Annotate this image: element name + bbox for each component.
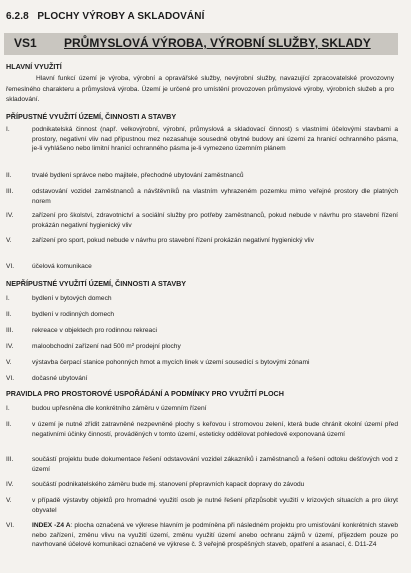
zone-title: PRŮMYSLOVÁ VÝROBA, VÝROBNÍ SLUŽBY, SKLADY xyxy=(64,36,371,50)
zone-code: VS1 xyxy=(14,36,37,50)
section-heading xyxy=(6,11,204,22)
section-title: PLOCHY VÝROBY A SKLADOVÁNÍ xyxy=(37,11,205,22)
forbidden-heading: NEPŘÍPUSTNÉ VYUŽITÍ ÚZEMÍ, ČINNOSTI A STAVBY xyxy=(6,279,187,288)
index-label: INDEX -Z4 A xyxy=(32,522,71,529)
document-page: 6.2.8 PLOCHY VÝROBY A SKLADOVÁNÍ VS1 PRŮMYSLOVÁ VÝROBA, VÝROBNÍ SLUŽBY, SKLADY HLAVNÍ VYUŽITÍ Hlavní funkcí území je výroba, výrobní a opravářské služby, nevýrobní služby, navazující zpracovatelské provozovny řemeslného charakteru a průmyslová výroba. Území je určené pro umístění provozoven průmyslové výroby, výrobních služeb a pro skladování. PŘÍPUSTNÉ VYUŽITÍ ÚZEMÍ, ČINNOSTI A STAVBY I. podnikatelská činnost (např. velkovýrobní, výrobní, průmyslová a skladovací činnost) s vlastními účelovými stavbami a prostory, negativní vliv nad přípustnou mez nezasahuje sousedně obytné budovy ani území za hranicí ochranného pásma, je-li vyhlášeno nebo limitní hranicí ochranného pásma je-li vymezeno územním plánem II. trvalé bydlení správce nebo majitele, přechodné ubytování zaměstnanců III. odstavování vozidel zaměstnanců a návštěvníků na vlastním vyhrazeném pozemku mimo veřejné prostory dle platných norem IV. zařízení pro školství, zdravotnictví a sociální služby pro potřeby zaměstnanců, pokud nebude v návrhu pro stavební řízení prokázán negativní hygienický vliv V. zařízení pro sport, pokud nebude v návrhu pro stavební řízení prokázán negativní hygienický vliv VI. účelová komunikace NEPŘÍPUSTNÉ VYUŽITÍ ÚZEMÍ, ČINNOSTI A STAVBY I. bydlení v bytových domech II. bydlení v rodinných domech III. rekreace v objektech pro rodinnou rekreaci IV. maloobchodní zařízení nad 500 $m^2$ prodejní plochy V. výstavba čerpací stanice pohonných hmot a mycích linek v území sousedící s bytovými zónami VI. dočasné ubytování PRAVIDLA PRO PROSTOROVÉ USPOŘÁDÁNÍ A PODMÍNKY PRO VYUŽITÍ PLOCH I. budou upřesněna dle konkrétního záměru v územním řízení II. v území je nutné zřídit zatravněné nezpevněné plochy s keřovou i stromovou zelení, která bude chránit okolní území před negativními účinky činností, prováděných v tomto území, esteticky oddělovat pohledově exponovaná území III. součástí projektu bude dokumentace řešení odstavování vozidel zákazníků i zaměstnanců a řešení odtoku dešťových vod z území IV. součástí podnikatelského záměru bude mj. stanovení přepravních kapacit dopravy do závodu V. v případě výstavby objektů pro hromadné využití osob je nutné řešení přizpůsobit využití v krizových situacích a pro úkryt obyvatel VI. INDEX -Z4 A: plocha označená ve výkrese hlavním je podmíněna při následném projektu pro umisťování konkrétních staveb nebo zařízení, změnu vlivu na využití území, změnu využití území anebo ochranu zájmů v území, přijezdem pouze po navrhované účelové komunikaci označené ve výkrese č. 3 veřejně prospěšných staveb, opatření a asanací, č. D11-Z4 xyxy=(6,11,398,549)
main-use-heading: HLAVNÍ VYUŽITÍ xyxy=(6,62,62,71)
zone-title-bar xyxy=(4,33,398,55)
rules-heading: PRAVIDLA PRO PROSTOROVÉ USPOŘÁDÁNÍ A PODMÍNKY PRO VYUŽITÍ PLOCH xyxy=(6,389,284,398)
permitted-heading: PŘÍPUSTNÉ VYUŽITÍ ÚZEMÍ, ČINNOSTI A STAVBY xyxy=(6,112,177,121)
main-use-text: Hlavní funkcí území je výroba, výrobní a opravářské služby, nevýrobní služby, navazující zpracovatelské provozovny řemeslného charakteru a průmyslová výroba. Území je určené pro umístění provozoven průmyslové výroby, výrobních služeb a pro skladování. xyxy=(6,75,394,103)
section-number: 6.2.8 xyxy=(6,11,29,22)
permitted-item: I. podnikatelská činnost (např. velkovýrobní, výrobní, průmyslová a skladovací činnost) s vlastními účelovými stavbami a prostory, negativní vliv nad přípustnou mez nezasahuje sousedně obytné budovy ani území za hranicí ochranného pásma, je-li vyhlášeno nebo limitní hranicí ochranného pásma je-li vymezeno územním plánem xyxy=(6,126,398,153)
